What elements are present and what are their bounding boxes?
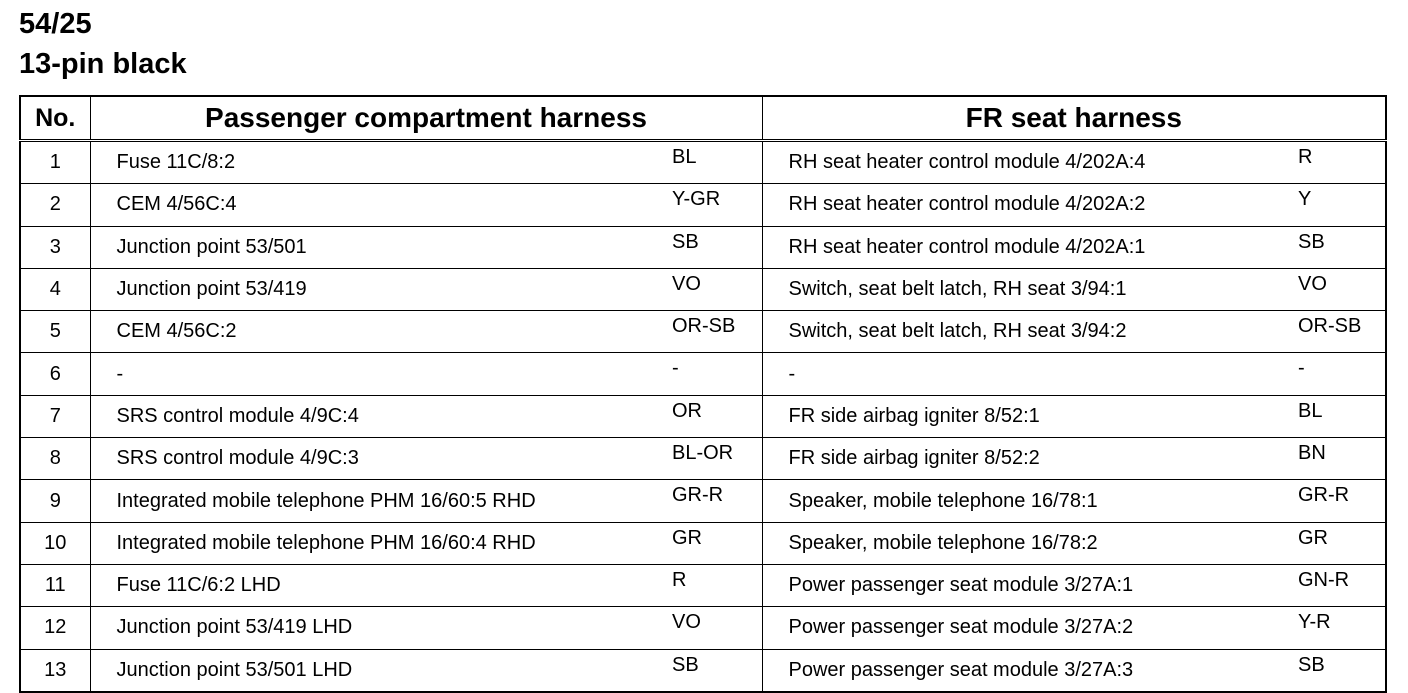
passenger-harness-wire-color: BL-OR — [662, 438, 762, 480]
passenger-harness-wire-color: GR — [662, 522, 762, 564]
connector-description: 13-pin black — [19, 48, 187, 80]
passenger-harness-description: SRS control module 4/9C:4 — [90, 395, 662, 437]
fr-seat-harness-description: Power passenger seat module 3/27A:1 — [762, 564, 1288, 606]
fr-seat-harness-description: RH seat heater control module 4/202A:4 — [762, 141, 1288, 184]
table-row — [20, 522, 1386, 564]
fr-seat-harness-wire-color: R — [1288, 141, 1386, 184]
passenger-harness-description: - — [90, 353, 662, 395]
passenger-harness-description: Integrated mobile telephone PHM 16/60:5 RHD — [90, 480, 662, 522]
fr-seat-harness-description: Switch, seat belt latch, RH seat 3/94:2 — [762, 311, 1288, 353]
passenger-harness-description: CEM 4/56C:2 — [90, 311, 662, 353]
passenger-harness-description: Integrated mobile telephone PHM 16/60:4 RHD — [90, 522, 662, 564]
table-row — [20, 184, 1386, 226]
table-row — [20, 311, 1386, 353]
passenger-harness-wire-color: Y-GR — [662, 184, 762, 226]
column-header-passenger-harness: Passenger compartment harness — [90, 96, 762, 141]
table-row — [20, 141, 1386, 184]
table-row — [20, 438, 1386, 480]
fr-seat-harness-wire-color: BL — [1288, 395, 1386, 437]
fr-seat-harness-wire-color: Y-R — [1288, 607, 1386, 649]
passenger-harness-description: Junction point 53/501 — [90, 226, 662, 268]
passenger-harness-description: Junction point 53/419 — [90, 268, 662, 310]
passenger-harness-description: SRS control module 4/9C:3 — [90, 438, 662, 480]
table-row — [20, 395, 1386, 437]
passenger-harness-wire-color: R — [662, 564, 762, 606]
fr-seat-harness-wire-color: SB — [1288, 226, 1386, 268]
table-row — [20, 353, 1386, 395]
passenger-harness-wire-color: BL — [662, 141, 762, 184]
pin-number: 2 — [20, 184, 90, 226]
fr-seat-harness-description: RH seat heater control module 4/202A:2 — [762, 184, 1288, 226]
table-row — [20, 226, 1386, 268]
fr-seat-harness-wire-color: GN-R — [1288, 564, 1386, 606]
table-row — [20, 564, 1386, 606]
table-row — [20, 649, 1386, 692]
passenger-harness-wire-color: VO — [662, 268, 762, 310]
pin-number: 10 — [20, 522, 90, 564]
fr-seat-harness-description: Power passenger seat module 3/27A:2 — [762, 607, 1288, 649]
fr-seat-harness-description: FR side airbag igniter 8/52:1 — [762, 395, 1288, 437]
table-row — [20, 607, 1386, 649]
column-header-no: No. — [20, 96, 90, 141]
fr-seat-harness-wire-color: Y — [1288, 184, 1386, 226]
fr-seat-harness-description: Speaker, mobile telephone 16/78:2 — [762, 522, 1288, 564]
passenger-harness-wire-color: GR-R — [662, 480, 762, 522]
fr-seat-harness-description: RH seat heater control module 4/202A:1 — [762, 226, 1288, 268]
fr-seat-harness-wire-color: OR-SB — [1288, 311, 1386, 353]
table-row — [20, 480, 1386, 522]
passenger-harness-description: Fuse 11C/6:2 LHD — [90, 564, 662, 606]
passenger-harness-wire-color: OR-SB — [662, 311, 762, 353]
fr-seat-harness-wire-color: - — [1288, 353, 1386, 395]
pinout-table — [19, 95, 1387, 693]
fr-seat-harness-wire-color: BN — [1288, 438, 1386, 480]
pin-number: 4 — [20, 268, 90, 310]
pin-number: 12 — [20, 607, 90, 649]
pin-number: 9 — [20, 480, 90, 522]
pin-number: 3 — [20, 226, 90, 268]
pin-number: 7 — [20, 395, 90, 437]
table-row — [20, 268, 1386, 310]
table-body — [20, 141, 1386, 692]
pin-number: 11 — [20, 564, 90, 606]
passenger-harness-description: Junction point 53/419 LHD — [90, 607, 662, 649]
fr-seat-harness-wire-color: GR-R — [1288, 480, 1386, 522]
pin-number: 13 — [20, 649, 90, 692]
fr-seat-harness-description: Power passenger seat module 3/27A:3 — [762, 649, 1288, 692]
passenger-harness-wire-color: - — [662, 353, 762, 395]
fr-seat-harness-description: FR side airbag igniter 8/52:2 — [762, 438, 1288, 480]
fr-seat-harness-wire-color: SB — [1288, 649, 1386, 692]
fr-seat-harness-description: Switch, seat belt latch, RH seat 3/94:1 — [762, 268, 1288, 310]
passenger-harness-description: Junction point 53/501 LHD — [90, 649, 662, 692]
pin-number: 5 — [20, 311, 90, 353]
fr-seat-harness-wire-color: GR — [1288, 522, 1386, 564]
fr-seat-harness-wire-color: VO — [1288, 268, 1386, 310]
table-header-row — [20, 96, 1386, 141]
passenger-harness-wire-color: SB — [662, 226, 762, 268]
pin-number: 8 — [20, 438, 90, 480]
passenger-harness-wire-color: OR — [662, 395, 762, 437]
pin-number: 1 — [20, 141, 90, 184]
passenger-harness-description: Fuse 11C/8:2 — [90, 141, 662, 184]
fr-seat-harness-description: - — [762, 353, 1288, 395]
fr-seat-harness-description: Speaker, mobile telephone 16/78:1 — [762, 480, 1288, 522]
connector-id: 54/25 — [19, 8, 92, 40]
column-header-fr-seat-harness: FR seat harness — [762, 96, 1386, 141]
passenger-harness-wire-color: SB — [662, 649, 762, 692]
passenger-harness-wire-color: VO — [662, 607, 762, 649]
passenger-harness-description: CEM 4/56C:4 — [90, 184, 662, 226]
pin-number: 6 — [20, 353, 90, 395]
